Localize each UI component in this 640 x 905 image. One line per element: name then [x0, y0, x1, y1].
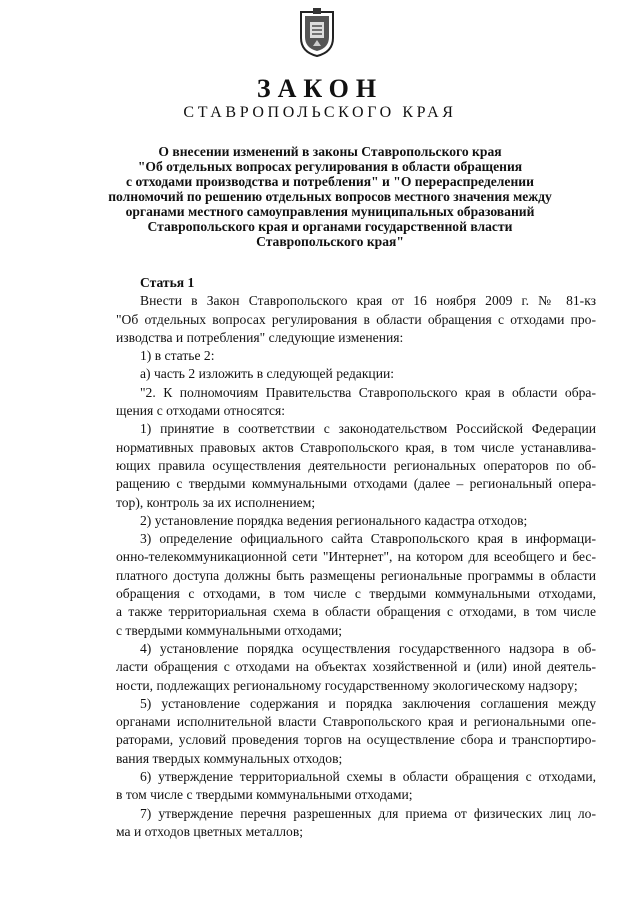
paragraph-line: 1) в статье 2:: [140, 348, 215, 364]
paragraph-line: ращению с твердыми коммунальными отходами (далее – региональный опера-: [116, 476, 596, 492]
paragraph-line: 4) установление порядка осуществления государственного надзора в об-: [140, 640, 596, 656]
paragraph-line: а) часть 2 изложить в следующей редакции:: [140, 366, 395, 382]
paragraph: [116, 640, 596, 695]
paragraph: [116, 512, 596, 530]
heading-line: органами местного самоуправления муниципальных образований: [125, 204, 535, 219]
document-body: [116, 274, 596, 841]
paragraph-line: изводства и потребления" следующие изменения:: [116, 329, 404, 345]
paragraph-line: ности, подлежащих региональному государственному экологическому надзору;: [116, 677, 578, 693]
paragraph-line: в том числе с твердыми коммунальными отходами;: [116, 787, 413, 803]
paragraphs: [116, 292, 596, 841]
document-title: ЗАКОН: [256, 74, 384, 103]
paragraph-line: с твердыми коммунальными отходами;: [116, 622, 343, 638]
paragraph-line: Внести в Закон Ставропольского края от 16 ноября 2009 г. № 81-кз: [140, 293, 596, 309]
heading-line: с отходами производства и потребления" и "О перераспределении: [126, 174, 534, 189]
paragraph-line: 1) принятие в соответствии с законодательством Российской Федерации: [140, 421, 596, 437]
paragraph: [116, 420, 596, 511]
heading-line: Ставропольского края": [256, 234, 404, 249]
paragraph-line: 2) установление порядка ведения регионального кадастра отходов;: [140, 512, 528, 528]
heading-line: "Об отдельных вопросах регулирования в области обращения: [137, 159, 523, 174]
paragraph: [116, 695, 596, 768]
paragraph-line: нормативных правовых актов Ставропольского края, в том числе устанавлива-: [116, 439, 596, 455]
paragraph: [116, 292, 596, 347]
paragraph: [116, 347, 596, 365]
law-heading: [100, 144, 560, 249]
paragraph-line: тор), контроль за их исполнением;: [116, 494, 316, 510]
document-subtitle: СТАВРОПОЛЬСКОГО КРАЯ: [183, 104, 457, 121]
paragraph: [116, 805, 596, 842]
paragraph-line: ма и отходов цветных металлов;: [116, 823, 304, 839]
paragraph-line: вания твердых коммунальных отходов;: [116, 750, 343, 766]
paragraph: [116, 365, 596, 383]
heading-line: О внесении изменений в законы Ставропольского края: [158, 144, 502, 159]
paragraph: [116, 768, 596, 805]
paragraph-line: раторами, условий проведения торгов на осуществление сбора и транспортиро-: [116, 732, 596, 748]
paragraph-line: онно-телекоммуникационной сети "Интернет", на котором для всеобщего и бес-: [116, 549, 596, 565]
paragraph-line: "2. К полномочиям Правительства Ставропольского края в области обра-: [140, 384, 596, 400]
heading-line: Ставропольского края и органами государственной власти: [147, 219, 513, 234]
coat-of-arms-icon: [298, 8, 336, 58]
article-title: Статья 1: [140, 275, 195, 290]
paragraph-line: ющих правила осуществления деятельности региональных операторов по об-: [116, 457, 596, 473]
paragraph-line: 6) утверждение территориальной схемы в области обращения с отходами,: [140, 769, 596, 785]
paragraph: [116, 384, 596, 421]
paragraph: [116, 530, 596, 640]
paragraph-line: 7) утверждение перечня разрешенных для приема от физических лиц ло-: [140, 805, 596, 821]
paragraph-line: 3) определение официального сайта Ставропольского края в информаци-: [140, 531, 596, 547]
paragraph-line: "Об отдельных вопросах регулирования в области обращения с отходами про-: [116, 311, 596, 327]
paragraph-line: обращения с отходами, в том числе с твердыми коммунальными отходами,: [116, 586, 596, 602]
heading-line: полномочий по решению отдельных вопросов местного значения между: [108, 189, 552, 204]
paragraph-line: платного доступа должны быть размещены региональные программы в области: [116, 567, 596, 583]
paragraph-line: а также территориальная схема в области обращения с отходами, в том числе: [116, 604, 596, 620]
paragraph-line: 5) установление содержания и порядка заключения соглашения между: [140, 695, 596, 711]
paragraph-line: ласти обращения с отходами на объектах хозяйственной и (или) иной деятель-: [116, 659, 596, 675]
paragraph-line: органами исполнительной власти Ставропольского края и региональными опе-: [116, 714, 596, 730]
paragraph-line: щения с отходами относятся:: [116, 403, 286, 419]
